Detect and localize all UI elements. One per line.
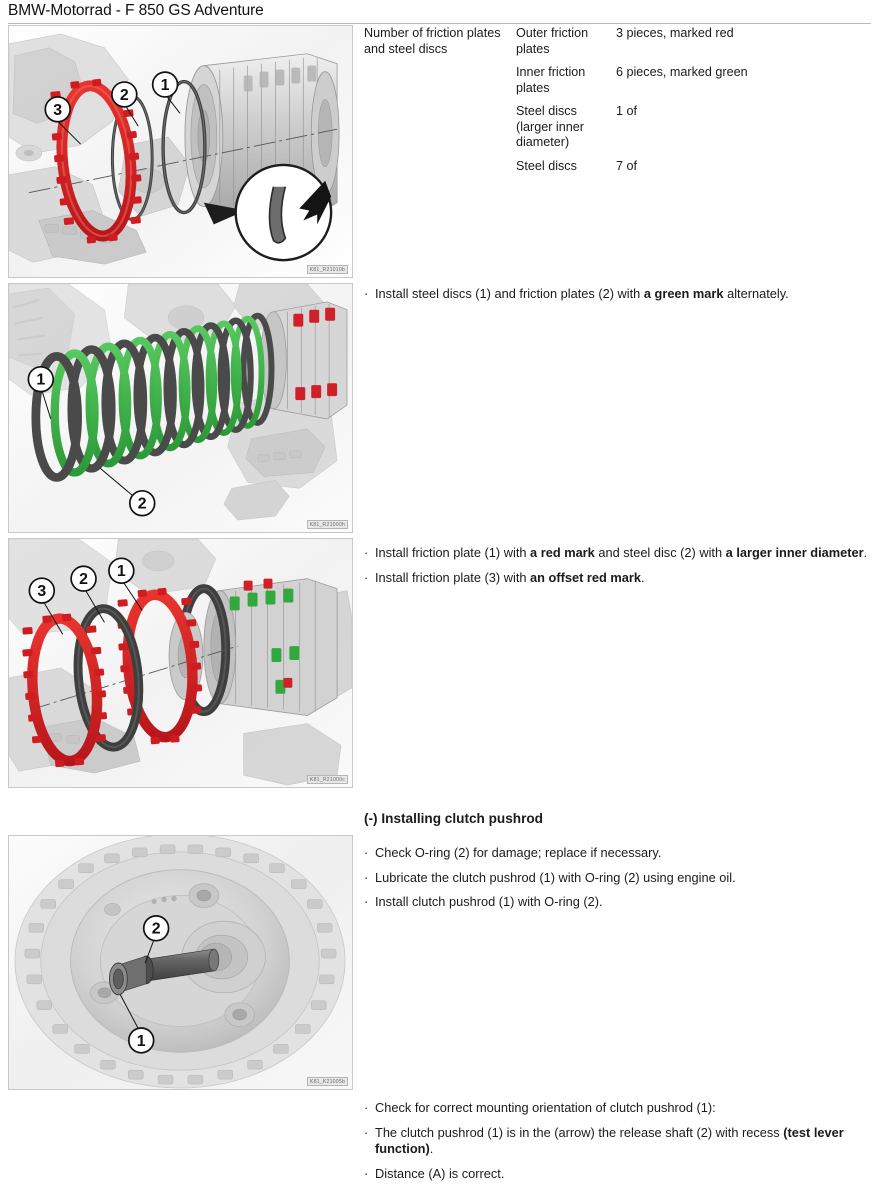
page-title: BMW-Motorrad - F 850 GS Adventure: [8, 2, 264, 19]
instruction-text: Check O-ring (2) for damage; replace if necessary.: [375, 845, 662, 860]
instruction-bullet: [364, 1166, 876, 1183]
figure-2-code: K81_R21000h: [307, 520, 348, 529]
bullet-marker-icon: ·: [364, 1100, 369, 1115]
spec-row-label: Number of friction plates and steel discs: [364, 26, 501, 56]
bullet-marker-icon: ·: [364, 1165, 369, 1181]
svg-text:2: 2: [79, 571, 88, 589]
figure-1-code: K81_R21010b: [307, 265, 348, 274]
spec-row-label: [364, 104, 516, 151]
instruction-bullet: [364, 570, 876, 587]
instruction-text: Install steel discs (1) and friction plates (2) with a green mark alternately.: [375, 286, 789, 301]
bullet-marker-icon: ·: [364, 845, 369, 860]
svg-text:1: 1: [36, 371, 46, 389]
header-divider: [8, 23, 871, 24]
bullet-marker-icon: ·: [364, 545, 369, 560]
specification-table: [364, 26, 876, 174]
instructions-pushrod-install: [364, 845, 876, 911]
spec-row-subject: Steel discs (larger inner diameter): [516, 104, 584, 149]
figure-red-plates-install: [8, 538, 353, 788]
instruction-bullet: [364, 894, 876, 911]
figure-2-illustration: [9, 284, 352, 532]
spec-row-value: 6 pieces, marked green: [616, 65, 748, 79]
instruction-text: Install friction plate (3) with an offset red mark.: [375, 569, 645, 585]
instructions-green-mark: [364, 286, 876, 303]
bullet-marker-icon: ·: [364, 869, 369, 885]
instruction-text: Lubricate the clutch pushrod (1) with O-ring (2) using engine oil.: [375, 869, 736, 885]
svg-text:1: 1: [116, 563, 126, 581]
instruction-text: Distance (A) is correct.: [375, 1165, 505, 1181]
svg-text:1: 1: [136, 1032, 146, 1050]
spec-row-value: 1 of: [616, 104, 638, 118]
instruction-text: The clutch pushrod (1) is in the (arrow) the release shaft (2) with recess (test lever function).: [375, 1124, 844, 1156]
spec-row-subject: Outer friction plates: [516, 26, 589, 56]
instruction-bullet: [364, 286, 876, 303]
instruction-text: Install friction plate (1) with a red mark and steel disc (2) with a larger inner diameter.: [375, 545, 868, 560]
figure-1-illustration: [9, 26, 352, 277]
spec-row-subject: Steel discs: [516, 158, 577, 173]
spec-row-value: 3 pieces, marked red: [616, 26, 734, 40]
figure-plate-stack-green: [8, 283, 353, 533]
spec-row-label: [364, 159, 516, 175]
spec-row: [364, 65, 876, 96]
figure-3-illustration: [9, 539, 352, 787]
document-header: [8, 2, 871, 24]
figure-4-illustration: [9, 836, 352, 1089]
figure-4-code: K81_K21005b: [307, 1077, 348, 1086]
instruction-bullet: [364, 1125, 876, 1158]
svg-text:3: 3: [37, 583, 47, 601]
instruction-bullet: [364, 845, 876, 862]
section-heading-text: (-) Installing clutch pushrod: [364, 811, 543, 826]
section-heading-clutch-pushrod: [364, 810, 876, 827]
instruction-bullet: [364, 545, 876, 562]
bullet-marker-icon: ·: [364, 894, 369, 909]
instruction-text: Install clutch pushrod (1) with O-ring (2).: [375, 894, 603, 909]
svg-text:2: 2: [151, 920, 161, 938]
bullet-marker-icon: ·: [364, 286, 369, 301]
bullet-marker-icon: ·: [364, 1124, 369, 1140]
instruction-bullet: [364, 870, 876, 887]
instruction-bullet: [364, 1100, 876, 1117]
svg-text:3: 3: [53, 101, 63, 119]
spec-row: [364, 104, 876, 151]
instructions-pushrod-check: [364, 1100, 876, 1182]
instruction-text: Check for correct mounting orientation of clutch pushrod (1):: [375, 1100, 716, 1115]
bullet-marker-icon: ·: [364, 569, 369, 585]
spec-row-subject: Inner friction plates: [516, 65, 586, 95]
spec-row-value: 7 of: [616, 158, 638, 173]
instructions-red-mark: [364, 545, 876, 586]
figure-3-code: K81_R21000c: [307, 775, 348, 784]
spec-row: [364, 159, 876, 175]
spec-row: [364, 26, 876, 57]
svg-text:2: 2: [119, 86, 129, 104]
spec-row-label: [364, 65, 516, 96]
figure-clutch-plate-exploded: [8, 25, 353, 278]
figure-clutch-pushrod: [8, 835, 353, 1090]
svg-text:2: 2: [137, 495, 147, 513]
svg-text:1: 1: [160, 77, 170, 94]
